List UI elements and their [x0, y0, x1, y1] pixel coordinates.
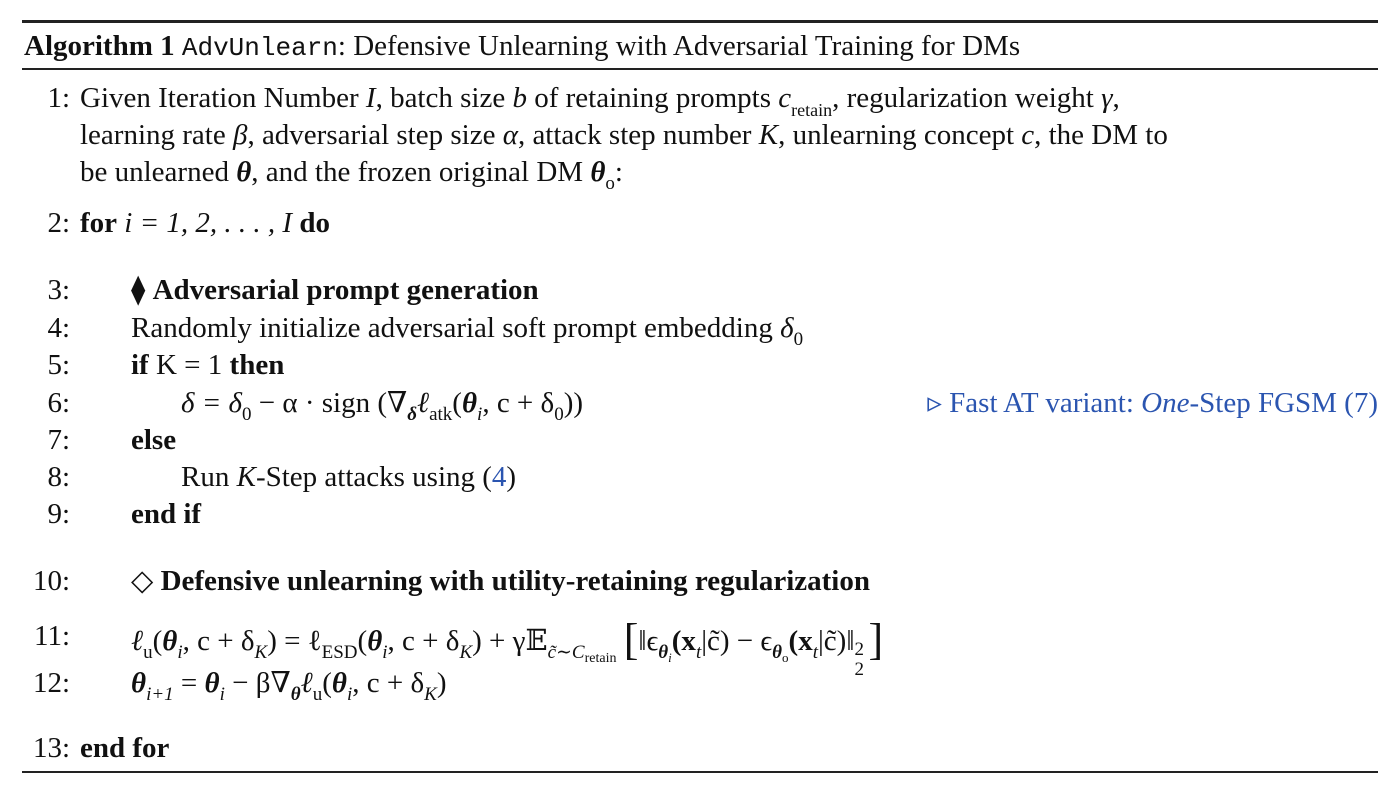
line-text: Run K-Step attacks using (4): [181, 461, 517, 493]
line-text: else: [131, 424, 177, 456]
algorithm-label: Algorithm 1: [24, 30, 175, 62]
line-number: 3:: [47, 274, 70, 306]
algo-line-5: [0, 346, 1400, 384]
algo-line-4: [0, 309, 1400, 350]
algo-line-1-cont-1: [0, 116, 1400, 154]
algorithm-title-rest: : Defensive Unlearning with Adversarial Training for DMs: [337, 30, 1021, 62]
algo-line-3: [0, 271, 1400, 309]
equation-11: $\ell_u(\theta_i$, $c + \delta_K$) = $\ell_{ESD}(\theta_i$, $c + \delta_K$) + γ𝔼$_{c̃\sim Cretain}$ [$‖\epsilon_{\theta i}(x_t|c̃)$ − $\epsilon_{\theta o}(x_t|c̃)‖$ 2 2 ]: [131, 615, 884, 680]
algo-line-12: [0, 664, 1400, 705]
line-number: 9:: [47, 498, 70, 530]
line-number: 5:: [47, 349, 70, 381]
bottom-rule: [22, 771, 1378, 773]
algo-line-11: [0, 612, 1400, 680]
line-number: 4:: [47, 312, 70, 344]
algorithm-name: AdvUnlearn: [181, 33, 338, 63]
comment-fast-at: ▹ Fast AT variant: One-Step FGSM (7): [927, 387, 1378, 419]
line-text: if K = 1 then: [131, 349, 285, 381]
line-number: 6:: [47, 387, 70, 419]
line-number: 10:: [32, 565, 70, 597]
algo-line-7: [0, 421, 1400, 459]
equation-ref-link[interactable]: 4: [491, 461, 507, 493]
line-number: 12:: [32, 667, 70, 699]
top-rule: [22, 20, 1378, 23]
line-text: ◇ Defensive unlearning with utility-retaining regularization: [131, 565, 870, 597]
line-text: for i = 1, 2, . . . , I do: [80, 207, 330, 239]
algo-line-1: [0, 79, 1400, 120]
diamond-outline-icon: ◇: [131, 565, 154, 597]
line-number: 11:: [34, 620, 70, 652]
line-text: $\delta = \delta_0 - \alpha$ · sign ($\nabla_\delta\ell_{atk}(\theta_i$, $c + \delta_0$)): [181, 387, 584, 425]
diamond-filled-icon: ⧫: [131, 274, 146, 306]
line-text: end if: [131, 498, 202, 530]
line-text: Given Iteration Number I, batch size b of retaining prompts $c_{retain}$, regularization weight γ,: [80, 82, 1120, 120]
line-number: 13:: [32, 732, 70, 764]
algo-line-13: [0, 729, 1400, 767]
algo-line-1-cont-2: [0, 153, 1400, 194]
algo-line-10: [0, 562, 1400, 600]
algorithm-title: [24, 26, 1020, 66]
line-text: be unlearned θ, and the frozen original DM $\theta_o$:: [80, 156, 623, 194]
line-number: 1:: [47, 82, 70, 114]
line-text: ⧫ Adversarial prompt generation: [131, 274, 539, 306]
algo-line-2: [0, 204, 1400, 242]
line-text: learning rate β, adversarial step size α, attack step number K, unlearning concept c, the DM to: [80, 119, 1168, 151]
line-number: 2:: [47, 207, 70, 239]
line-text: end for: [80, 732, 170, 764]
algo-line-8: [0, 458, 1400, 496]
mid-rule: [22, 68, 1378, 70]
equation-12: $\theta_{i+1} = \theta_i$ − $\beta\nabla_\theta\ell_u(\theta_i$, $c + \delta_K$): [131, 667, 447, 705]
line-text: Randomly initialize adversarial soft prompt embedding $\delta_0$: [131, 312, 804, 350]
line-number: 8:: [47, 461, 70, 493]
algo-line-6: [0, 384, 1400, 425]
line-number: 7:: [47, 424, 70, 456]
algo-line-9: [0, 495, 1400, 533]
